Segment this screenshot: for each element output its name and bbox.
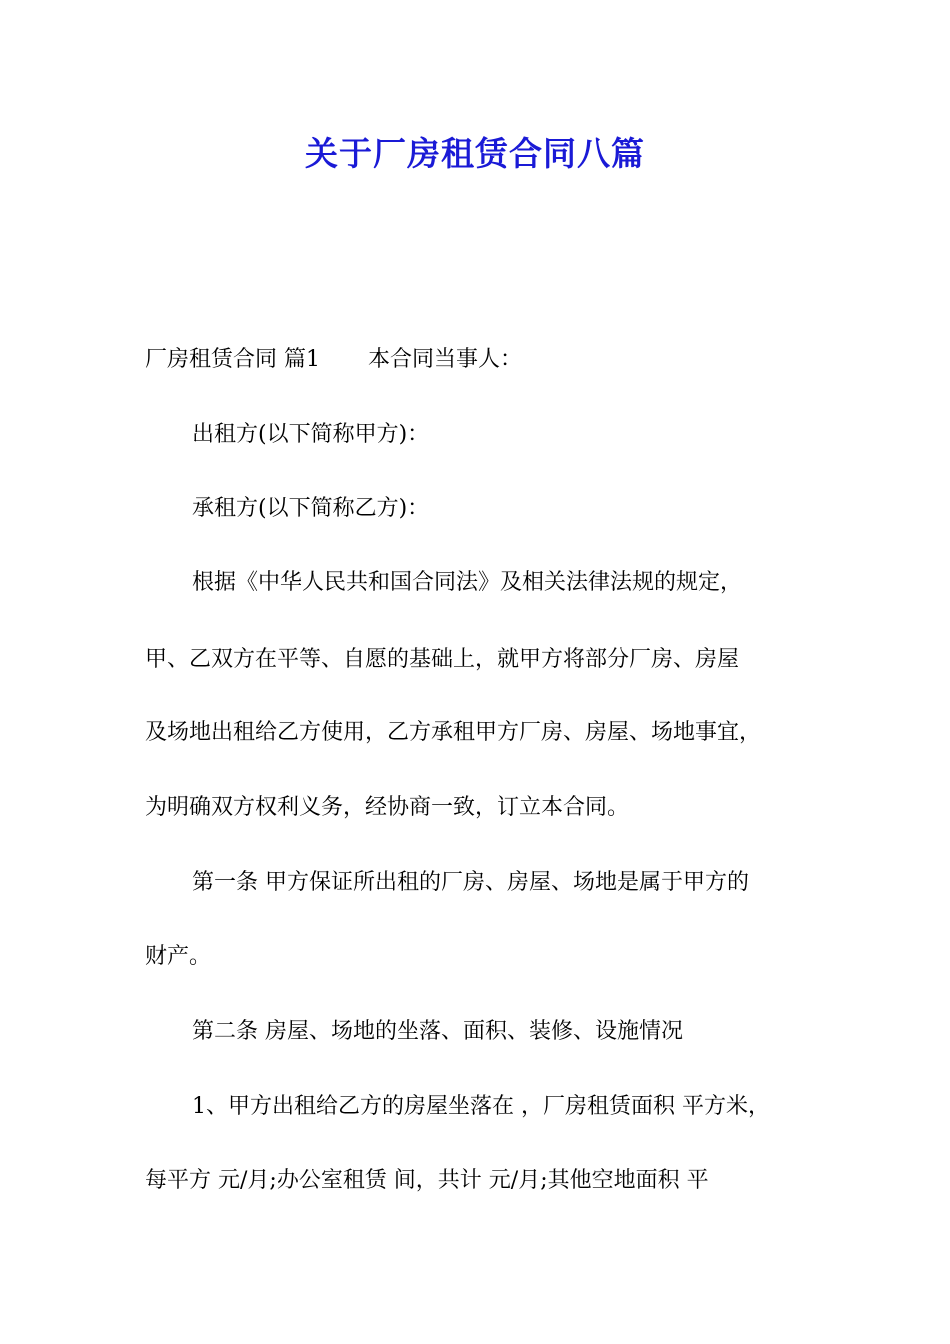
paragraph-line: 为明确双方权利义务，经协商一致，订立本合同。: [145, 795, 630, 820]
section-heading: 厂房租赁合同 篇1: [145, 347, 320, 372]
paragraph-line: 根据《中华人民共和国合同法》及相关法律法规的规定，: [192, 570, 743, 595]
paragraph-line: 及场地出租给乙方使用，乙方承租甲方厂房、房屋、场地事宜，: [145, 720, 762, 745]
lessee-line: 承租方(以下简称乙方)：: [192, 496, 430, 521]
paragraph-line: 财产。: [145, 944, 212, 969]
paragraph-line: 甲、乙双方在平等、自愿的基础上，就甲方将部分厂房、房屋: [145, 647, 740, 672]
paragraph-line: 1、甲方出租给乙方的房屋坐落在 ，厂房租赁面积 平方米，: [192, 1094, 770, 1119]
paragraph-line: [145, 345, 522, 375]
article-1-line: 第一条 甲方保证所出租的厂房、房屋、场地是属于甲方的: [192, 870, 749, 895]
article-2-heading: 第二条 房屋、场地的坐落、面积、装修、设施情况: [192, 1019, 683, 1044]
paragraph-line: 每平方 元/月;办公室租赁 间，共计 元/月;其他空地面积 平: [145, 1168, 709, 1193]
lessor-line: 出租方(以下简称甲方)：: [192, 422, 430, 447]
document-title: 关于厂房租赁合同八篇: [305, 134, 645, 173]
parties-intro: 本合同当事人：: [368, 347, 523, 372]
